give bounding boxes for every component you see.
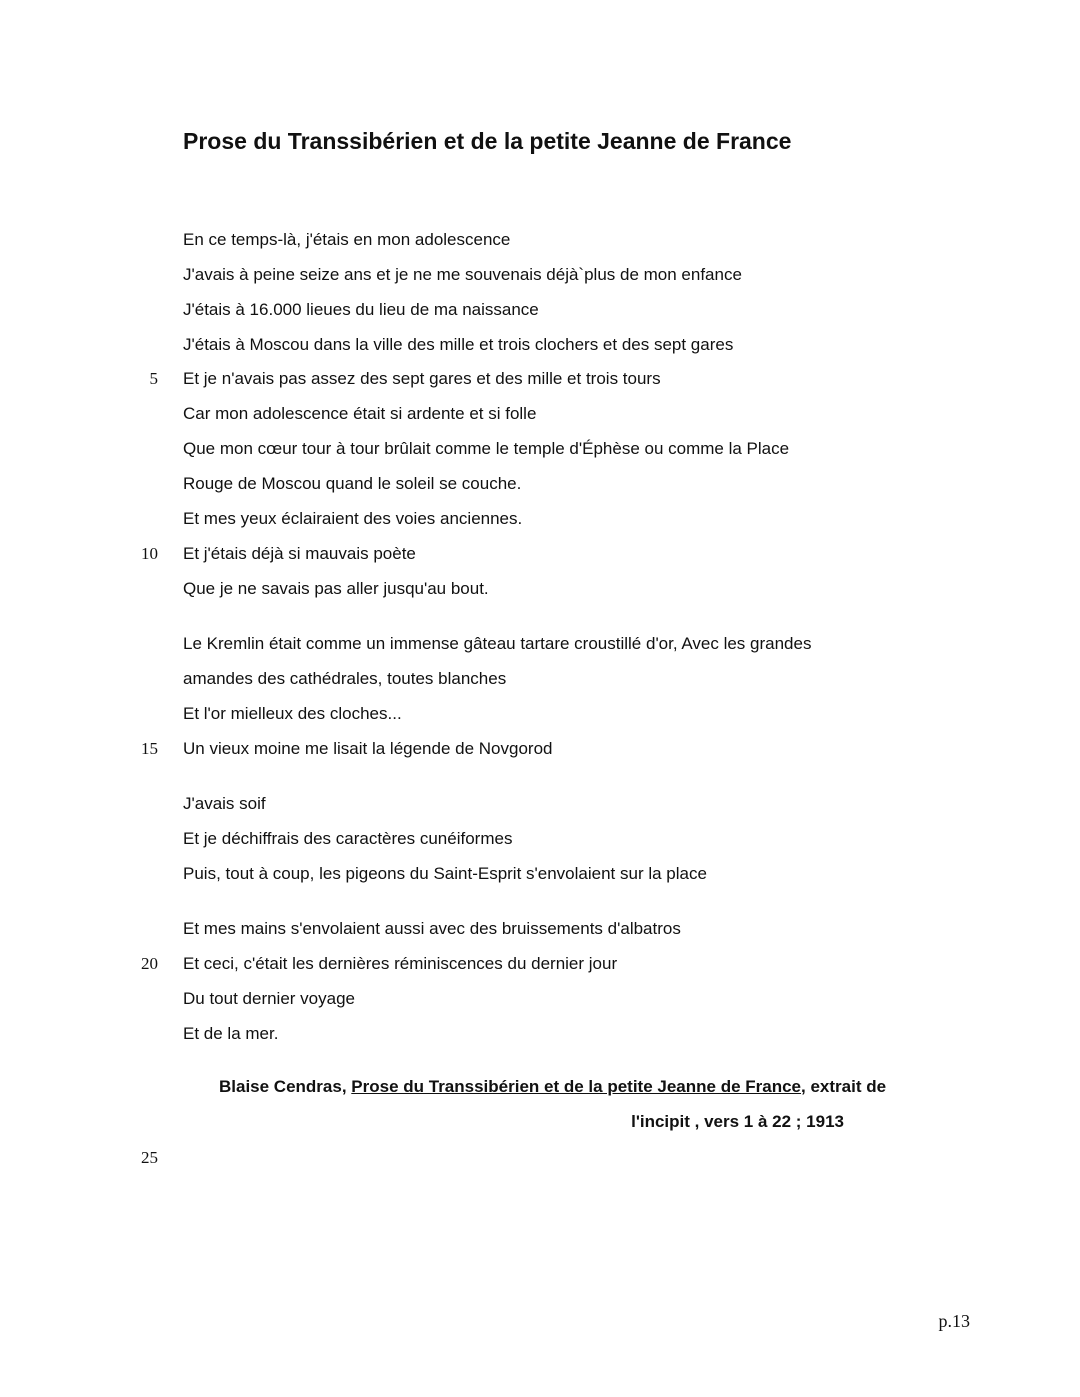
page-number: p.13: [938, 1311, 970, 1331]
poem-line: Et l'or mielleux des cloches...: [183, 704, 402, 723]
poem-title: Prose du Transsibérien et de la petite Jeanne de France: [183, 128, 792, 154]
poem-line: J'avais à peine seize ans et je ne me souvenais déjà`plus de mon enfance: [183, 265, 742, 284]
line-number: 10: [141, 544, 158, 563]
poem-line: Et mes yeux éclairaient des voies anciennes.: [183, 509, 523, 528]
poem-line: Rouge de Moscou quand le soleil se couche.: [183, 474, 522, 493]
citation-line-2: l'incipit , vers 1 à 22 ; 1913: [631, 1112, 844, 1131]
poem-line: J'avais soif: [183, 794, 266, 813]
poem-line: Le Kremlin était comme un immense gâteau tartare croustillé d'or, Avec les grandes: [183, 634, 812, 653]
poem-line: Et je n'avais pas assez des sept gares et des mille et trois tours: [183, 369, 661, 388]
poem-line: Que je ne savais pas aller jusqu'au bout.: [183, 579, 489, 598]
poem-line: Que mon cœur tour à tour brûlait comme le temple d'Éphèse ou comme la Place: [183, 439, 790, 458]
line-number: 25: [141, 1148, 158, 1167]
line-number: 20: [141, 954, 158, 973]
line-number: 5: [149, 369, 158, 388]
poem-line: Et ceci, c'était les dernières réminiscences du dernier jour: [183, 954, 618, 973]
poem-line: Car mon adolescence était si ardente et si folle: [183, 404, 537, 423]
citation-author: Blaise Cendras,: [219, 1077, 352, 1096]
citation-after-work: , extrait de: [801, 1077, 887, 1096]
poem-line: En ce temps-là, j'étais en mon adolescence: [183, 230, 511, 249]
poem-line: amandes des cathédrales, toutes blanches: [183, 669, 507, 688]
poem-line: Du tout dernier voyage: [183, 989, 355, 1008]
poem-line: Et mes mains s'envolaient aussi avec des bruissements d'albatros: [183, 919, 681, 938]
poem-line: Et je déchiffrais des caractères cunéiformes: [183, 829, 513, 848]
poem-line: Et de la mer.: [183, 1024, 279, 1043]
poem-line: Puis, tout à coup, les pigeons du Saint-Esprit s'envolaient sur la place: [183, 864, 707, 883]
poem-line: Un vieux moine me lisait la légende de Novgorod: [183, 739, 553, 758]
poem-line: J'étais à Moscou dans la ville des mille et trois clochers et des sept gares: [183, 335, 734, 354]
line-number: 15: [141, 739, 158, 758]
citation-line-1: [219, 1077, 886, 1097]
poem-line: Et j'étais déjà si mauvais poète: [183, 544, 416, 563]
citation-work-title: Prose du Transsibérien et de la petite Jeanne de France: [351, 1077, 802, 1096]
poem-line: J'étais à 16.000 lieues du lieu de ma naissance: [183, 300, 539, 319]
